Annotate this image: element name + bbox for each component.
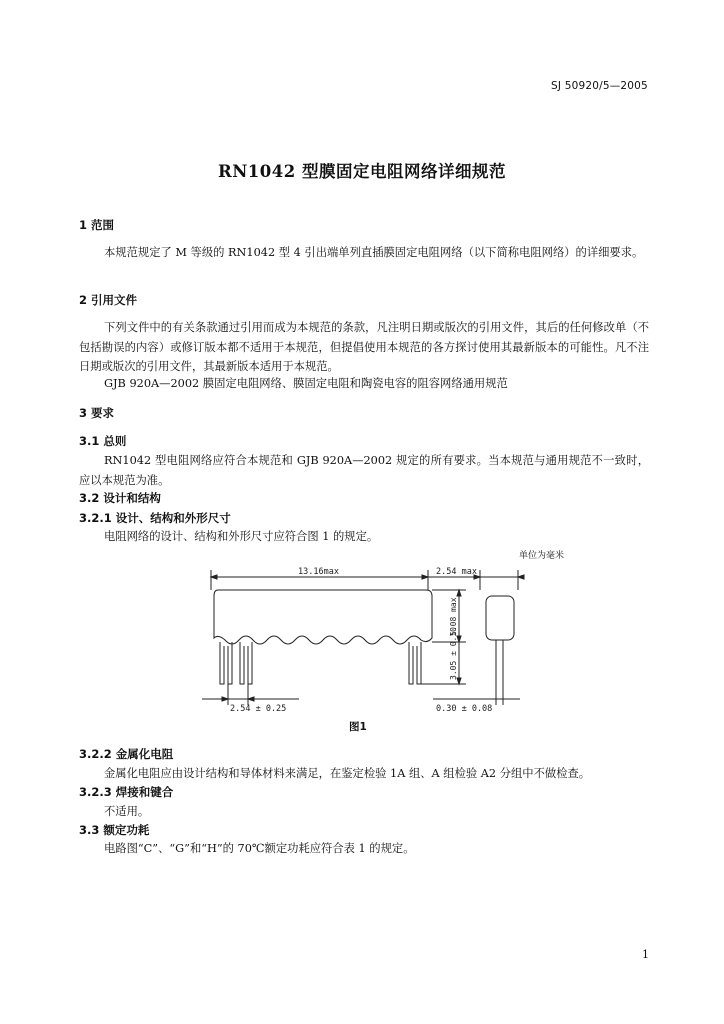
document-title: RN1042 型膜固定电阻网络详细规范 [218, 162, 506, 181]
figure-caption: 图1 [349, 721, 367, 733]
dim-lead-thickness-label: 0.30 ± 0.08 [436, 704, 493, 714]
dim-lead-length-label: 3.05 ± 0.10 [449, 627, 458, 680]
dim-width-label: 2.54 max [436, 567, 477, 577]
figure-1-drawing [180, 560, 540, 716]
section-3-2-1-text: 电阻网络的设计、结构和外形尺寸应符合图 1 的规定。 [104, 530, 379, 543]
section-3-2-2-text: 金属化电阻应由设计结构和导体材料来满足，在鉴定检验 1A 组、A 组检验 A2 分组中不做检查。 [104, 767, 591, 780]
dim-pitch-label: 2.54 ± 0.25 [230, 704, 287, 714]
section-3-3-text: 电路图“C”、“G”和“H”的 70℃额定功耗应符合表 1 的规定。 [104, 842, 415, 855]
dim-height-label: 5.08 max [449, 597, 458, 636]
section-2-text: 下列文件中的有关条款通过引用而成为本规范的条款，凡注明日期或版次的引用文件，其后的任何修改单（不包括勘误的内容）或修订版本都不适用于本规范，但提倡使用本规范的各方探讨使用其最新版本的可能性。凡不注日期或版次的引用文件，其最新版本适用于本规范。 [79, 321, 649, 373]
figure-unit-note: 单位为毫米 [519, 551, 565, 561]
section-1-text: 本规范规定了 M 等级的 RN1042 型 4 引出端单列直插膜固定电阻网络（以下简称电阻网络）的详细要求。 [104, 246, 644, 259]
section-3-2-2-heading: 3.2.2 金属化电阻 [79, 747, 174, 761]
section-2-heading: 2 引用文件 [79, 293, 138, 307]
page-number: 1 [642, 948, 649, 961]
dim-length-label: 13.16max [298, 567, 339, 577]
section-3-1-heading: 3.1 总则 [79, 434, 127, 448]
reference-gjb920a: GJB 920A—2002 膜固定电阻网络、膜固定电阻和陶瓷电容的阻容网络通用规范 [104, 377, 508, 390]
standard-number: SJ 50920/5—2005 [551, 80, 648, 92]
section-3-3-heading: 3.3 额定功耗 [79, 823, 150, 837]
section-3-2-heading: 3.2 设计和结构 [79, 491, 161, 505]
section-3-2-3-heading: 3.2.3 焊接和键合 [79, 785, 174, 799]
section-3-heading: 3 要求 [79, 406, 115, 420]
section-1-heading: 1 范围 [79, 218, 115, 232]
section-3-2-1-heading: 3.2.1 设计、结构和外形尺寸 [79, 511, 231, 525]
section-3-1-text: RN1042 型电阻网络应符合本规范和 GJB 920A—2002 规定的所有要求。当本规范与通用规范不一致时，应以本规范为准。 [79, 454, 649, 487]
section-3-2-3-text: 不适用。 [104, 805, 150, 818]
